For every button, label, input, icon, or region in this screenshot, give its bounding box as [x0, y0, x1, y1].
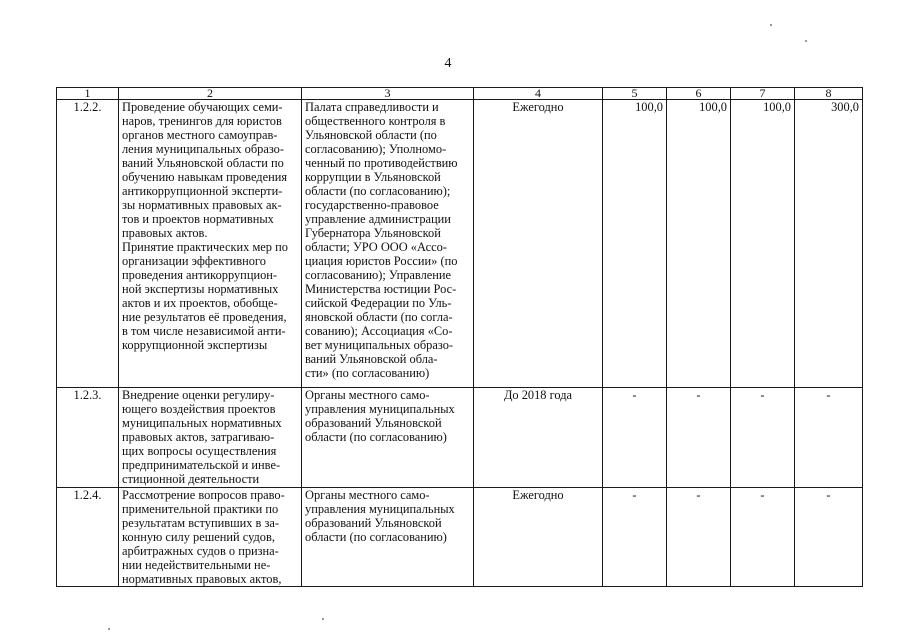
text-line: обучению навыкам проведения: [122, 170, 288, 184]
scan-speck: [770, 24, 772, 26]
text-line: Губернатора Ульяновской: [305, 226, 441, 240]
executor-cell: [302, 388, 474, 488]
text-line: ваний Ульяновской обла-: [305, 352, 438, 366]
text-line: правовых актов.: [122, 226, 208, 240]
header-cell: 6: [667, 88, 731, 100]
header-cell: 8: [795, 88, 863, 100]
text-line: наров, тренингов для юристов: [122, 114, 282, 128]
value-cell-6: 100,0: [667, 100, 731, 388]
text-line: Рассмотрение вопросов право-: [122, 488, 285, 502]
row-number: 1.2.2.: [57, 100, 119, 388]
value-cell-6: -: [667, 488, 731, 587]
text-line: зы нормативных правовых ак-: [122, 198, 282, 212]
text-line: ющего воздействия проектов: [122, 402, 276, 416]
value-cell-5: -: [603, 488, 667, 587]
header-cell: 2: [119, 88, 302, 100]
text-line: ления муниципальных образо-: [122, 142, 284, 156]
text-line: организации эффективного: [122, 254, 266, 268]
text-line: ной экспертизы нормативных: [122, 282, 279, 296]
text-line: актов и их проектов, обобще-: [122, 296, 278, 310]
text-line: общественного контроля в: [305, 114, 446, 128]
text-line: арбитражных судов о призна-: [122, 544, 279, 558]
text-line: правовых актов, затрагиваю-: [122, 430, 275, 444]
value-cell-8: -: [795, 388, 863, 488]
value-cell-6: -: [667, 388, 731, 488]
term-cell: До 2018 года: [474, 388, 603, 488]
text-line: циация юристов России» (по: [305, 254, 458, 268]
text-line: проведения антикоррупцион-: [122, 268, 278, 282]
row-number: 1.2.3.: [57, 388, 119, 488]
activity-cell: [119, 488, 302, 587]
text-line: результатам вступивших в за-: [122, 516, 280, 530]
text-line: управления муниципальных: [305, 402, 455, 416]
header-cell: 3: [302, 88, 474, 100]
text-line: Проведение обучающих семи-: [122, 100, 283, 114]
text-line: ние результатов её проведения,: [122, 310, 287, 324]
text-line: области (по согласованию);: [305, 184, 451, 198]
text-line: антикоррупционной эксперти-: [122, 184, 283, 198]
text-line: области (по согласованию): [305, 430, 447, 444]
text-line: образований Ульяновской: [305, 516, 442, 530]
text-line: сти» (по согласованию): [305, 366, 430, 380]
header-cell: 1: [57, 88, 119, 100]
executor-cell: [302, 488, 474, 587]
text-line: ченный по противодействию: [305, 156, 458, 170]
executor-cell: [302, 100, 474, 388]
text-line: яновской области (по согла-: [305, 310, 453, 324]
activity-cell: [119, 388, 302, 488]
text-line: Внедрение оценки регулиру-: [122, 388, 275, 402]
text-line: в том числе независимой анти-: [122, 324, 286, 338]
activity-cell: [119, 100, 302, 388]
text-line: органов местного самоуправ-: [122, 128, 278, 142]
text-line: Ульяновской области (по: [305, 128, 437, 142]
header-cell: 7: [731, 88, 795, 100]
value-cell-7: -: [731, 388, 795, 488]
text-line: муниципальных нормативных: [122, 416, 282, 430]
text-line: сованию); Ассоциация «Со-: [305, 324, 453, 338]
text-line: применительной практики по: [122, 502, 279, 516]
value-cell-5: 100,0: [603, 100, 667, 388]
text-line: тов и проектов нормативных: [122, 212, 274, 226]
measures-table: [56, 87, 863, 587]
header-cell: 5: [603, 88, 667, 100]
scan-speck: [108, 628, 110, 630]
text-line: согласованию); Управление: [305, 268, 452, 282]
value-cell-8: -: [795, 488, 863, 587]
text-line: управление администрации: [305, 212, 451, 226]
text-line: конную силу решений судов,: [122, 530, 275, 544]
table-row: [57, 488, 863, 587]
text-line: сийской Федерации по Уль-: [305, 296, 452, 310]
text-line: щих вопросы осуществления: [122, 444, 277, 458]
text-line: ваний Ульяновской области по: [122, 156, 284, 170]
text-line: управления муниципальных: [305, 502, 455, 516]
header-row: [57, 88, 863, 100]
term-cell: Ежегодно: [474, 100, 603, 388]
text-line: Министерства юстиции Рос-: [305, 282, 457, 296]
table-row: [57, 100, 863, 388]
header-cell: 4: [474, 88, 603, 100]
term-cell: Ежегодно: [474, 488, 603, 587]
text-line: Органы местного само-: [305, 388, 430, 402]
value-cell-5: -: [603, 388, 667, 488]
text-line: стиционной деятельности: [122, 472, 260, 486]
text-line: коррупционной экспертизы: [122, 338, 268, 352]
text-line: нии недействительными не-: [122, 558, 271, 572]
value-cell-8: 300,0: [795, 100, 863, 388]
text-line: согласованию); Уполномо-: [305, 142, 447, 156]
value-cell-7: 100,0: [731, 100, 795, 388]
text-line: предпринимательской и инве-: [122, 458, 281, 472]
text-line: нормативных правовых актов,: [122, 572, 282, 586]
table-row: [57, 388, 863, 488]
scan-speck: [805, 40, 807, 42]
page-number: 4: [444, 56, 452, 71]
scan-speck: [322, 618, 324, 620]
text-line: области; УРО ООО «Ассо-: [305, 240, 447, 254]
text-line: коррупции в Ульяновской: [305, 170, 441, 184]
text-line: Палата справедливости и: [305, 100, 439, 114]
value-cell-7: -: [731, 488, 795, 587]
text-line: образований Ульяновской: [305, 416, 442, 430]
text-line: государственно-правовое: [305, 198, 439, 212]
row-number: 1.2.4.: [57, 488, 119, 587]
text-line: Принятие практических мер по: [122, 240, 288, 254]
text-line: Органы местного само-: [305, 488, 430, 502]
text-line: вет муниципальных образо-: [305, 338, 454, 352]
text-line: области (по согласованию): [305, 530, 447, 544]
